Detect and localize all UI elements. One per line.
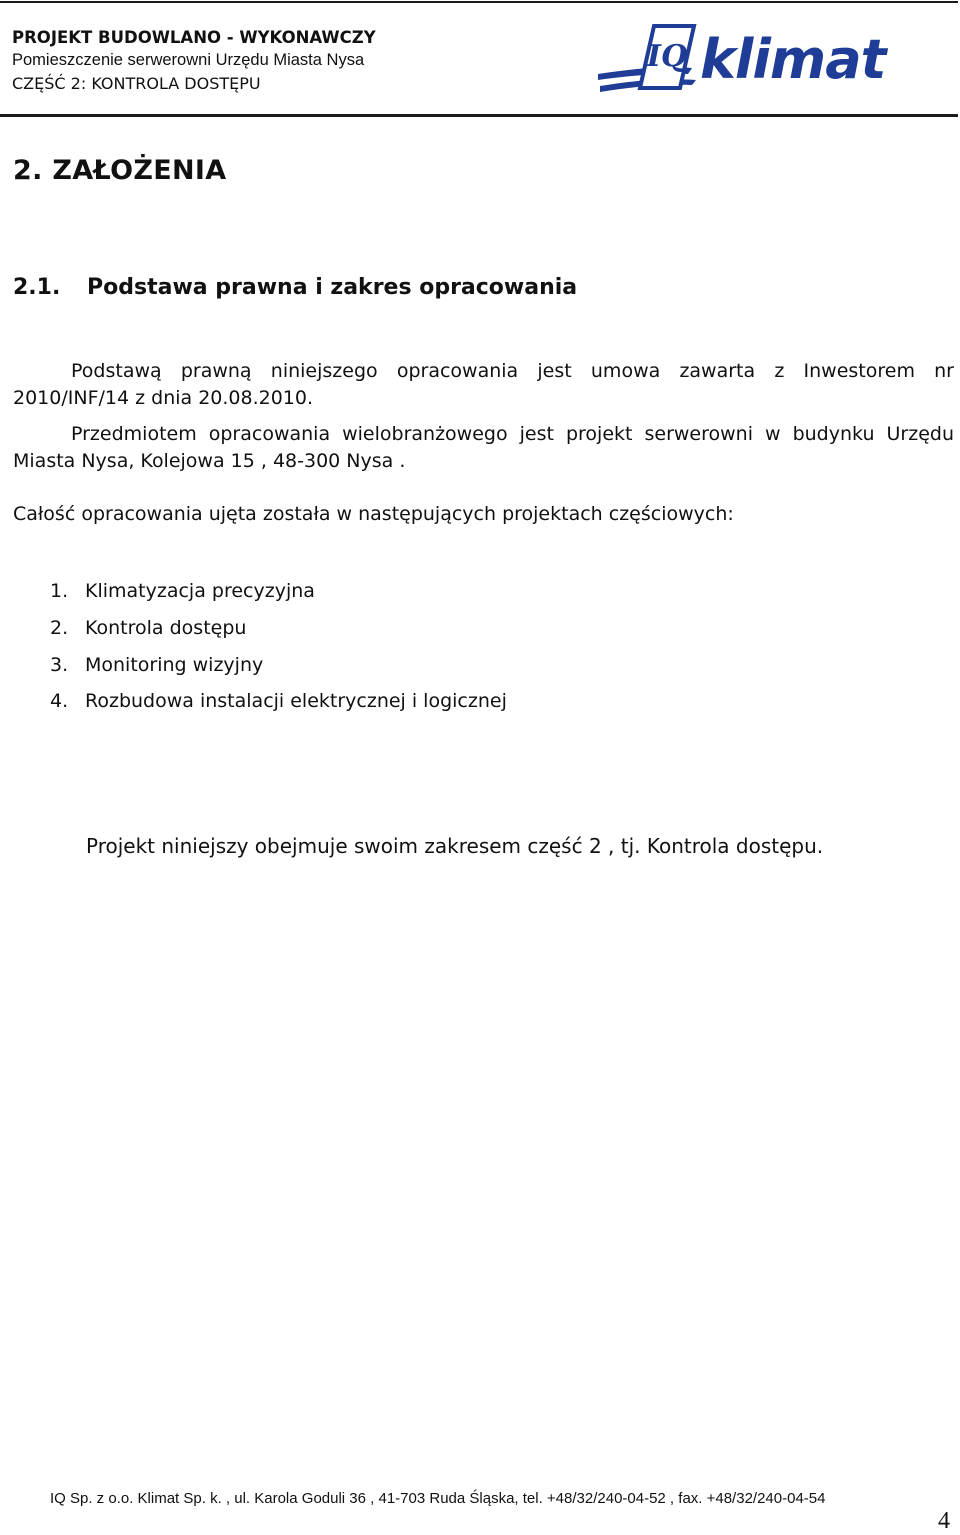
list-item: 3. Monitoring wizyjny: [50, 653, 264, 676]
parts-list: [50, 573, 507, 720]
section-heading: 2. ZAŁOŻENIA: [13, 155, 227, 186]
paragraph-subject: Przedmiotem opracowania wielobranżowego jest projekt serwerowni w budynku Urzędu Miasta Nysa, Kolejowa 15 , 48-300 Nysa .: [13, 423, 954, 472]
document-header: [12, 26, 376, 95]
page-number: 4: [938, 1508, 950, 1534]
iq-klimat-logo: [596, 22, 942, 96]
logo-wordmark: klimat: [700, 28, 886, 91]
subsection-title: Podstawa prawna i zakres opracowania: [87, 275, 578, 300]
list-item: 4. Rozbudowa instalacji elektrycznej i logicznej: [50, 690, 507, 713]
scope-statement: Projekt niniejszy obejmuje swoim zakresem część 2 , tj. Kontrola dostępu.: [86, 834, 824, 858]
subsection-number: 2.1.: [13, 275, 61, 300]
project-location: Pomieszczenie serwerowni Urzędu Miasta Nysa: [12, 51, 365, 69]
footer-company-info: IQ Sp. z o.o. Klimat Sp. k. , ul. Karola Goduli 36 , 41-703 Ruda Śląska, tel. +48/32/240-04-52 , fax. +48/32/240-04-54: [50, 1490, 826, 1507]
paragraph-parts-intro: Całość opracowania ujęta została w następujących projektach częściowych:: [13, 503, 734, 525]
subsection-heading: [13, 275, 577, 300]
project-part: CZĘŚĆ 2: KONTROLA DOSTĘPU: [12, 74, 261, 93]
header-bottom-rule: [0, 114, 958, 117]
logo-mark: IQ: [646, 39, 688, 74]
list-item: 2. Kontrola dostępu: [50, 616, 247, 639]
list-item: 1. Klimatyzacja precyzyjna: [50, 580, 315, 602]
project-type: PROJEKT BUDOWLANO - WYKONAWCZY: [12, 28, 376, 47]
paragraph-legal-basis: Podstawą prawną niniejszego opracowania jest umowa zawarta z Inwestorem nr 2010/INF/14 z dnia 20.08.2010.: [13, 360, 954, 409]
header-top-rule: [0, 1, 958, 3]
